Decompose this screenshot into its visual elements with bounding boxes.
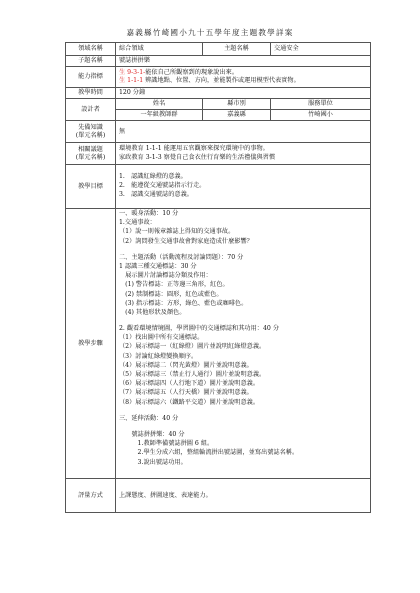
unit-value: 號誌拼拼樂 bbox=[116, 56, 371, 67]
row-time bbox=[66, 88, 371, 99]
indicator-item bbox=[119, 69, 367, 78]
indicator-item bbox=[119, 77, 367, 86]
row-objectives bbox=[66, 165, 371, 209]
step-line: （7）展示標誌五（人行天橋）圖片並說明意義。 bbox=[119, 389, 253, 397]
steps-label: 教學步驟 bbox=[66, 209, 116, 479]
step-line bbox=[119, 318, 367, 325]
objective-line: 1. 認識紅綠燈的意義。 bbox=[119, 172, 187, 180]
row-topics bbox=[66, 143, 371, 165]
step-line: (3) 指示標誌：方形，綠色、藍色或咖啡色。 bbox=[119, 299, 248, 307]
step-line: （1）找出圖中所有交通標誌。 bbox=[119, 334, 204, 342]
domain-value: 綜合領域 bbox=[116, 43, 203, 56]
step-line: 1.交通事故： bbox=[119, 219, 156, 227]
indicators-label: 能力指標 bbox=[66, 67, 116, 88]
time-value: 120 分鐘 bbox=[116, 88, 371, 99]
row-assessment bbox=[66, 479, 371, 513]
time-label: 教學時間 bbox=[66, 88, 116, 99]
step-line: 2. 觀看環境情境圖，學習圖中的交通標誌和其功用：40 分 bbox=[119, 325, 280, 333]
step-line bbox=[119, 424, 367, 431]
steps-cell bbox=[116, 209, 371, 479]
step-line: 一、暖身活動：10 分 bbox=[119, 210, 179, 217]
step-line: 2.學生分成六組，整組輪流拼出號誌圖，並寫出號誌名稱。 bbox=[119, 449, 299, 457]
step-line: 三、延伸活動：40 分 bbox=[119, 414, 179, 422]
designer-header-name: 姓名 bbox=[116, 99, 203, 110]
theme-value: 交通安全 bbox=[271, 43, 371, 56]
objective-line: 3. 認識交通號誌的意義。 bbox=[119, 191, 193, 199]
topics-label-line: 相關議題 bbox=[78, 145, 103, 153]
step-line: （1）說一則報章雜誌上得知的交通事故。 bbox=[119, 228, 235, 236]
topic-line: 家政教育 3-1-3 察覺自己食衣住行育樂的生活禮儀與習慣 bbox=[119, 153, 276, 161]
prior-label-line: 先備知識 bbox=[78, 123, 103, 131]
row-designer-header bbox=[66, 99, 371, 110]
indicator-text: 辨識地點、位置、方向，並能製作或運用模型代表實物。 bbox=[145, 77, 300, 84]
domain-label: 領域名稱 bbox=[66, 43, 116, 56]
designer-label: 設計者 bbox=[66, 99, 116, 121]
indicator-code: 生 1-1-1 bbox=[119, 77, 144, 84]
step-line: （2）展示標誌一（紅綠燈）圖片並說明紅綠燈意義。 bbox=[119, 343, 266, 351]
assessment-value: 上課態度、拼圖速度、表達能力。 bbox=[116, 479, 371, 513]
row-unit bbox=[66, 56, 371, 67]
step-line: 二、主題活動（活動流程及討論問題）：70 分 bbox=[119, 253, 244, 261]
indicator-code: 生 9-3-1- bbox=[119, 68, 146, 76]
row-domain bbox=[66, 43, 371, 56]
indicator-text: 能依自己所觀察到的現象說出來。 bbox=[145, 68, 239, 76]
row-indicators bbox=[66, 67, 371, 88]
prior-value: 無 bbox=[116, 121, 371, 143]
step-line: 展示圖片討論標誌分類及作用： bbox=[119, 272, 212, 280]
assessment-label: 評量方式 bbox=[66, 479, 116, 513]
step-line: （4）展示標誌二（閃光黃燈）圖片並說明意義。 bbox=[119, 361, 253, 369]
step-line bbox=[119, 408, 367, 415]
indicators-cell bbox=[116, 67, 371, 88]
objective-line: 2. 能遵從交通號誌指示行走。 bbox=[119, 181, 206, 189]
step-line: 號誌拼拼樂：40 分 bbox=[119, 430, 185, 438]
step-line: （3）討論紅綠燈變換順序。 bbox=[119, 352, 198, 360]
topic-line: 環境教育 1-1-1 能運用五官觀察來探究環境中的事物。 bbox=[119, 145, 269, 152]
topics-label-line: (單元名稱) bbox=[75, 153, 106, 161]
objectives-cell bbox=[116, 165, 371, 209]
row-prior bbox=[66, 121, 371, 143]
page-title: 嘉義縣竹崎國小九十五學年度主題教學詳案 bbox=[126, 28, 294, 37]
step-line: (1) 警告標誌：正等邊三角形，紅色。 bbox=[119, 281, 229, 289]
topics-cell bbox=[116, 143, 371, 165]
theme-label: 主題名稱 bbox=[203, 43, 271, 56]
topics-label bbox=[66, 143, 116, 165]
step-line: 1.教師準備號誌拼圖 6 組。 bbox=[119, 440, 214, 448]
step-line: （8）展示標誌六（鐵路平交道）圖片並說明意義。 bbox=[119, 398, 260, 406]
step-line: 3.說出號誌功用。 bbox=[119, 458, 187, 466]
prior-label-line: (單元名稱) bbox=[75, 131, 106, 139]
designer-header-county: 縣市別 bbox=[203, 99, 271, 110]
designer-unit: 竹崎國小 bbox=[271, 110, 371, 121]
row-steps bbox=[66, 209, 371, 479]
step-line: （2）詢問發生交通事故會對家庭造成什麼影響？ bbox=[119, 237, 253, 245]
designer-name: 一年級教師群 bbox=[116, 110, 203, 121]
designer-county: 嘉義縣 bbox=[203, 110, 271, 121]
step-line: （5）展示標誌三（禁止行人通行）圖片並說明意義。 bbox=[119, 371, 266, 378]
designer-header-unit: 服務單位 bbox=[271, 99, 371, 110]
unit-label: 子題名稱 bbox=[66, 56, 116, 67]
step-line: (2) 禁制標誌：圓形，紅色或藍色。 bbox=[119, 290, 223, 298]
objectives-label: 教學目標 bbox=[66, 165, 116, 209]
prior-label bbox=[66, 121, 116, 143]
step-line: (4) 其他形狀及顏色。 bbox=[119, 308, 186, 316]
lesson-plan-table bbox=[65, 42, 371, 513]
step-line: 1 認識三種交通標誌：30 分 bbox=[119, 262, 197, 270]
step-line bbox=[119, 247, 367, 254]
step-line: （6）展示標誌四（人行地下道）圖片並說明意義。 bbox=[119, 380, 260, 388]
